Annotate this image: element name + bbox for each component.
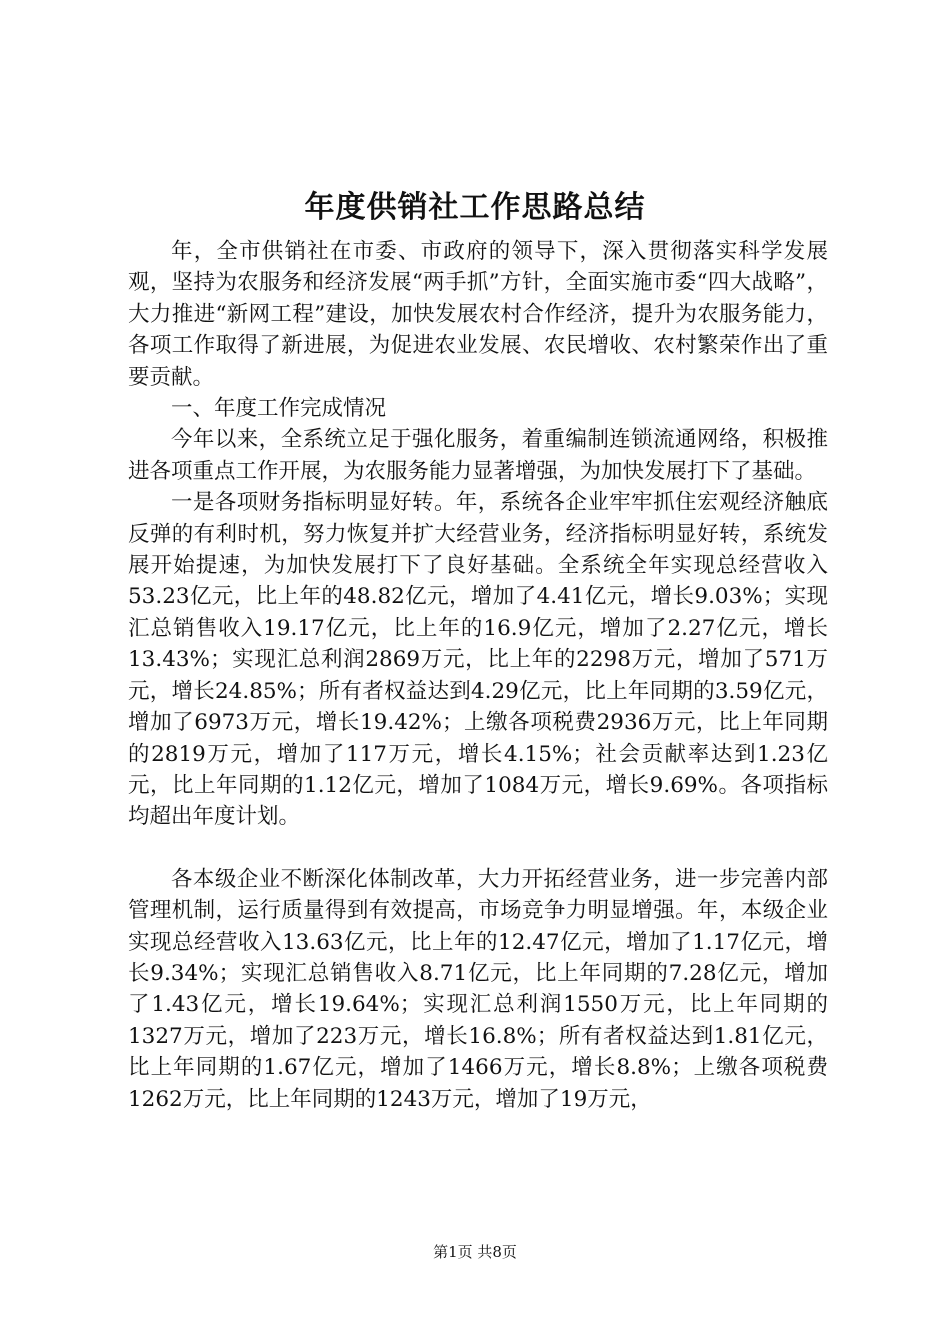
section-heading: 一、年度工作完成情况 <box>171 396 387 422</box>
document-title: 年度供销社工作思路总结 <box>304 190 646 225</box>
document-body <box>128 236 828 1115</box>
page-number-footer: 第1页 共8页 <box>433 1243 517 1261</box>
paragraph-overview: 今年以来，全系统立足于强化服务，着重编制连锁流通网络，积极推进各项重点工作开展，为农服务能力显著增强，为加快发展打下了基础。 <box>128 427 828 484</box>
paragraph-financial-indicators: 一是各项财务指标明显好转。年，系统各企业牢牢抓住宏观经济触底反弹的有利时机，努力恢复并扩大经营业务，经济指标明显好转，系统发展开始提速，为加快发展打下了良好基础。全系统全年实现总经营收入53.23亿元，比上年的48.82亿元，增加了4.41亿元，增长9.03%；实现汇总销售收入19.17亿元，比上年的16.9亿元，增加了2.27亿元，增长13.43%；实现汇总利润2869万元，比上年的2298万元，增加了571万元，增长24.85%；所有者权益达到4.29亿元，比上年同期的3.59亿元，增加了6973万元，增长19.42%；上缴各项税费2936万元，比上年同期的2819万元，增加了117万元，增长4.15%；社会贡献率达到1.23亿元，比上年同期的1.12亿元，增加了1084万元，增长9.69%。各项指标均超出年度计划。 <box>128 490 828 830</box>
paragraph-intro: 年，全市供销社在市委、市政府的领导下，深入贯彻落实科学发展观，坚持为农服务和经济发展“两手抓”方针，全面实施市委“四大战略”，大力推进“新网工程”建设，加快发展农村合作经济，提升为农服务能力，各项工作取得了新进展，为促进农业发展、农民增收、农村繁荣作出了重要贡献。 <box>128 239 828 390</box>
paragraph-enterprise-reform: 各本级企业不断深化体制改革，大力开拓经营业务，进一步完善内部管理机制，运行质量得到有效提高，市场竞争力明显增强。年，本级企业实现总经营收入13.63亿元，比上年的12.47亿元，增加了1.17亿元，增长9.34%；实现汇总销售收入8.71亿元，比上年同期的7.28亿元，增加了1.43亿元，增长19.64%；实现汇总利润1550万元，比上年同期的1327万元，增加了223万元，增长16.8%；所有者权益达到1.81亿元，比上年同期的1.67亿元，增加了1466万元，增长8.8%；上缴各项税费1262万元，比上年同期的1243万元，增加了19万元， <box>128 866 828 1112</box>
